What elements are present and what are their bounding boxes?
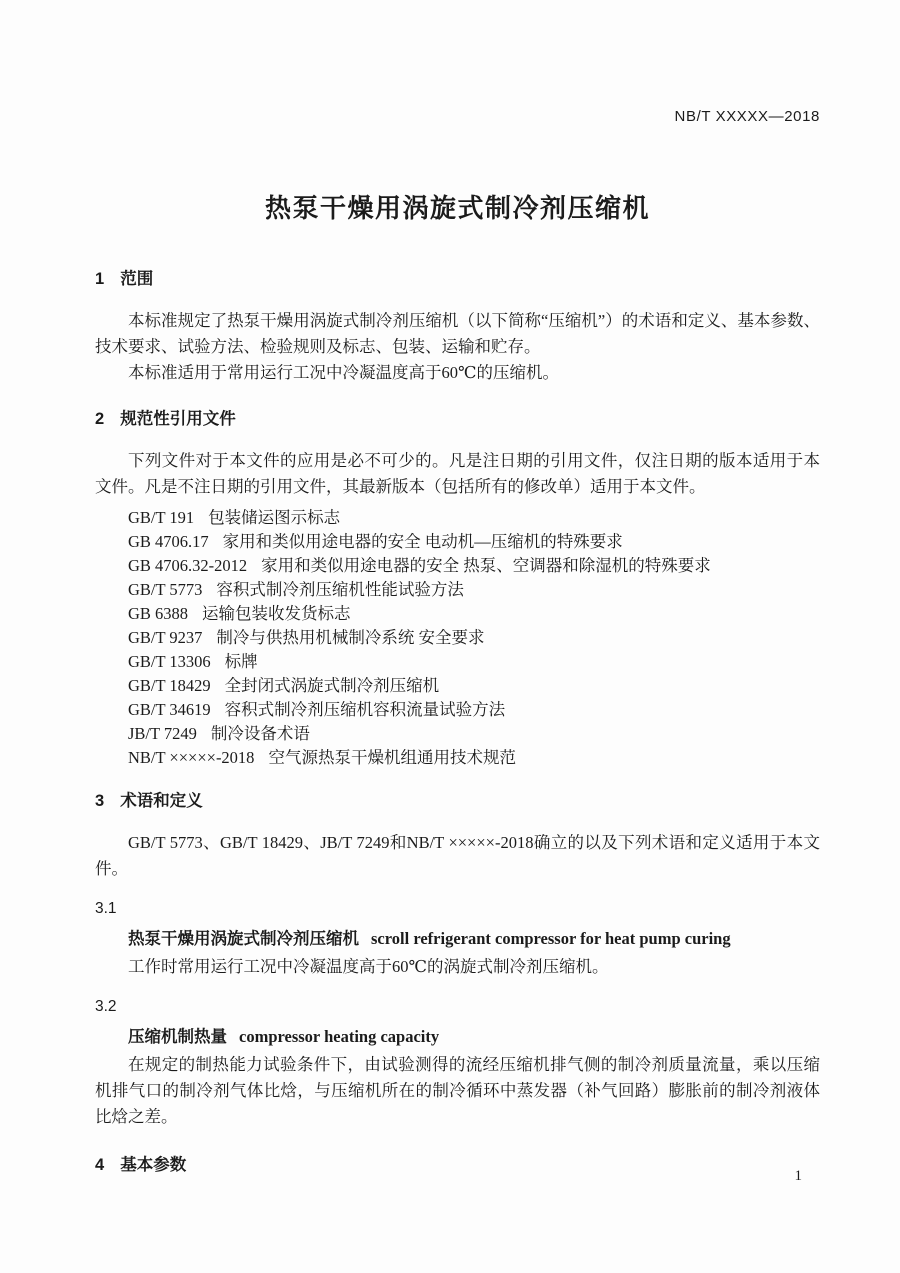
term-line-3-1 [95, 928, 820, 950]
reference-title: 家用和类似用途电器的安全 热泵、空调器和除湿机的特殊要求 [261, 556, 711, 575]
doc-code: NB/T XXXXX—2018 [674, 108, 820, 125]
reference-code: GB/T 9237 [128, 628, 203, 647]
term-zh-3-2: 压缩机制热量 [128, 1028, 227, 1046]
reference-title: 标牌 [224, 652, 258, 671]
reference-code: GB/T 13306 [128, 652, 211, 671]
reference-item [128, 626, 820, 650]
page-number: 1 [794, 1168, 802, 1184]
term-zh-3-1: 热泵干燥用涡旋式制冷剂压缩机 [128, 930, 359, 948]
term-number-3-2: 3.2 [95, 998, 117, 1015]
reference-code: GB 6388 [128, 604, 189, 623]
reference-item [128, 674, 820, 698]
section-3-number: 3 [95, 792, 105, 810]
reference-title: 容积式制冷剂压缩机容积流量试验方法 [224, 700, 506, 719]
term-line-3-2 [95, 1026, 820, 1048]
terms-intro-paragraph: GB/T 5773、GB/T 18429、JB/T 7249和NB/T ×××××-2018确立的以及下列术语和定义适用于本文件。 [95, 833, 820, 878]
section-1-heading-label: 范围 [120, 270, 154, 288]
reference-item [128, 746, 820, 770]
section-4-heading-label: 基本参数 [120, 1156, 187, 1174]
reference-code: GB/T 34619 [128, 700, 211, 719]
reference-code: NB/T ×××××-2018 [128, 748, 255, 767]
reference-title: 制冷与供热用机械制冷系统 安全要求 [216, 628, 485, 647]
section-4-heading [95, 1154, 820, 1176]
scope-paragraph-1: 本标准规定了热泵干燥用涡旋式制冷剂压缩机（以下简称“压缩机”）的术语和定义、基本参数、技术要求、试验方法、检验规则及标志、包装、运输和贮存。 [95, 311, 820, 356]
term-number-3-1: 3.1 [95, 900, 117, 917]
references-intro-paragraph: 下列文件对于本文件的应用是必不可少的。凡是注日期的引用文件，仅注日期的版本适用于本文件。凡是不注日期的引用文件，其最新版本（包括所有的修改单）适用于本文件。 [95, 451, 820, 496]
section-2-number: 2 [95, 410, 105, 428]
term-en-3-2: compressor heating capacity [239, 1027, 440, 1046]
reference-item [128, 506, 820, 530]
reference-title: 制冷设备术语 [210, 724, 310, 743]
reference-title: 空气源热泵干燥机组通用技术规范 [268, 748, 516, 767]
reference-code: GB 4706.32-2012 [128, 556, 248, 575]
reference-item [128, 698, 820, 722]
section-3-heading [95, 790, 820, 812]
reference-item [128, 554, 820, 578]
reference-title: 包装储运图示标志 [208, 508, 341, 527]
term-definition-3-2: 在规定的制热能力试验条件下，由试验测得的流经压缩机排气侧的制冷剂质量流量，乘以压缩机排气口的制冷剂气体比焓，与压缩机所在的制冷循环中蒸发器（补气回路）膨胀前的制冷剂液体比焓之差。 [95, 1055, 820, 1126]
reference-title: 全封闭式涡旋式制冷剂压缩机 [224, 676, 440, 695]
section-2-heading-label: 规范性引用文件 [120, 410, 236, 428]
term-definition-3-1: 工作时常用运行工况中冷凝温度高于60℃的涡旋式制冷剂压缩机。 [128, 957, 609, 976]
reference-title: 容积式制冷剂压缩机性能试验方法 [216, 580, 464, 599]
section-3-heading-label: 术语和定义 [120, 792, 203, 810]
section-1-heading [95, 268, 820, 290]
reference-item [128, 722, 820, 746]
reference-code: GB/T 5773 [128, 580, 203, 599]
reference-title: 运输包装收发货标志 [202, 604, 351, 623]
section-4-number: 4 [95, 1156, 105, 1174]
reference-item [128, 650, 820, 674]
reference-item [128, 578, 820, 602]
reference-code: GB/T 191 [128, 508, 195, 527]
reference-code: JB/T 7249 [128, 724, 197, 743]
scope-paragraph-2: 本标准适用于常用运行工况中冷凝温度高于60℃的压缩机。 [128, 363, 559, 382]
references-list [95, 506, 820, 770]
reference-code: GB/T 18429 [128, 676, 211, 695]
document-title: 热泵干燥用涡旋式制冷剂压缩机 [264, 193, 650, 223]
term-en-3-1: scroll refrigerant compressor for heat pump curing [371, 929, 731, 948]
reference-item [128, 530, 820, 554]
section-1-number: 1 [95, 270, 105, 288]
reference-title: 家用和类似用途电器的安全 电动机—压缩机的特殊要求 [222, 532, 623, 551]
section-2-heading [95, 408, 820, 430]
reference-code: GB 4706.17 [128, 532, 209, 551]
reference-item [128, 602, 820, 626]
